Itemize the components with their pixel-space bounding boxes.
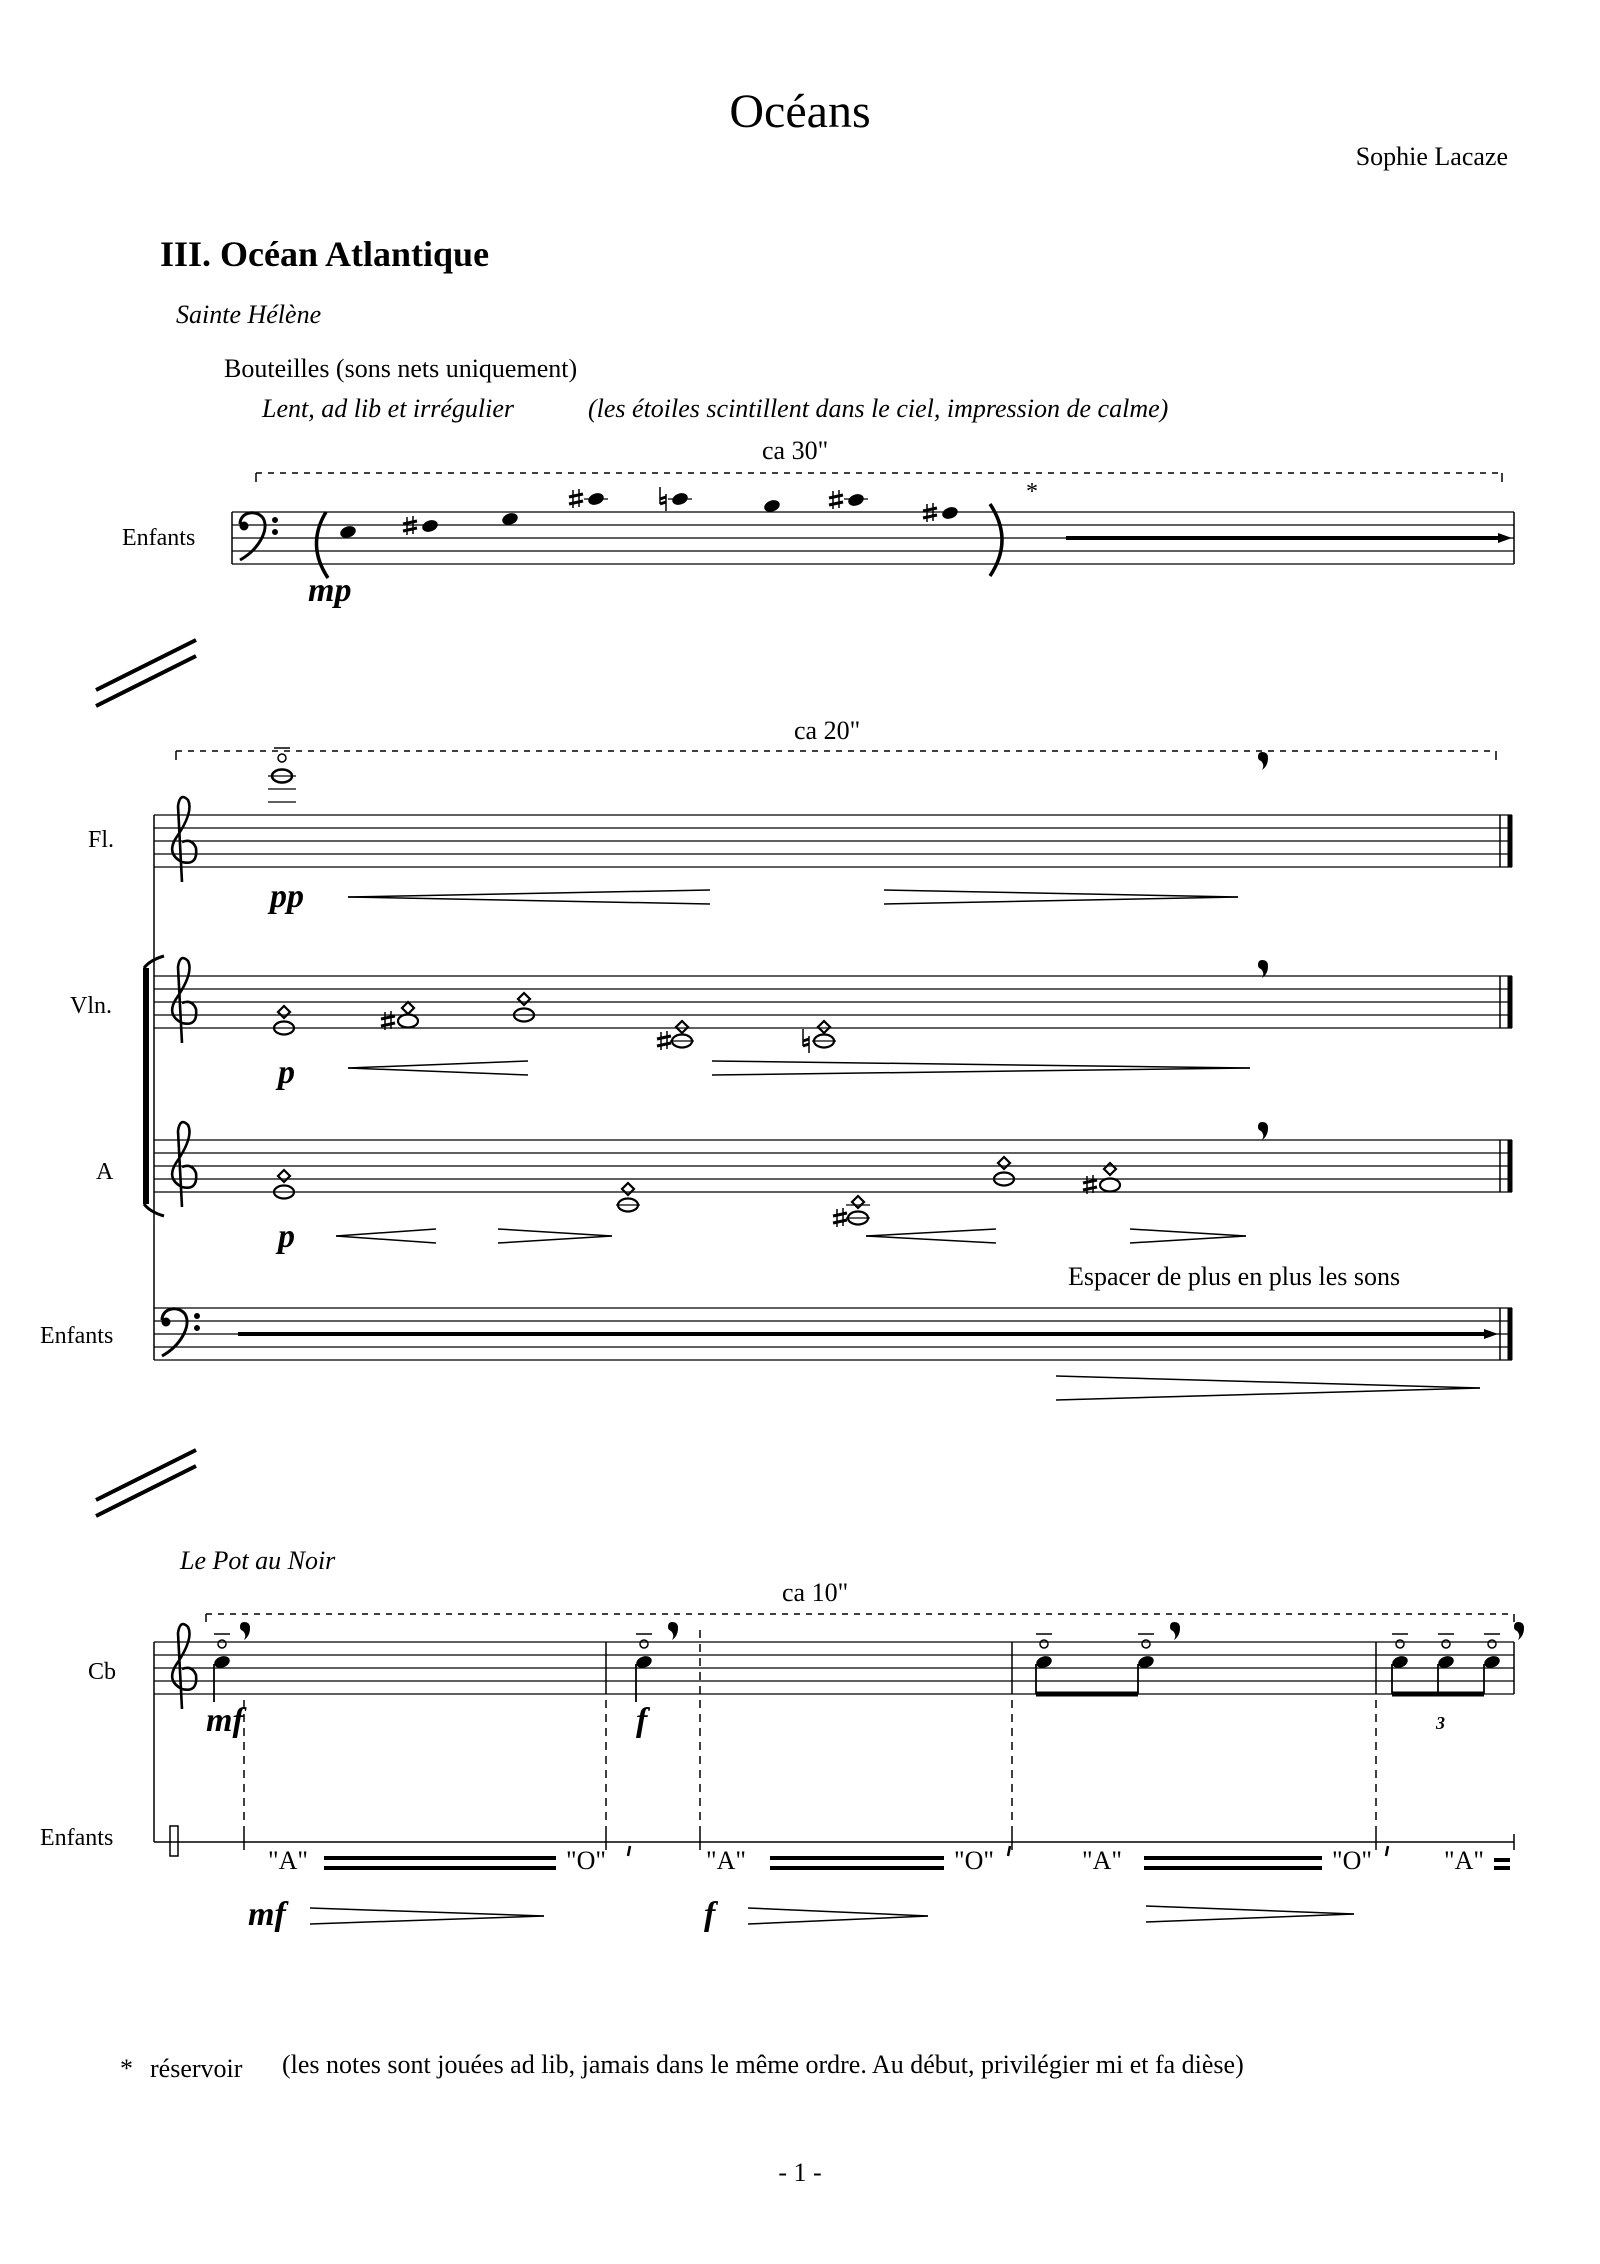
asterisk-mark: * [1026,479,1038,505]
vowel-o-3: "O" [1332,1846,1373,1875]
staff-label-enfants-3: Enfants [40,1825,114,1851]
sync-guides [244,1630,1376,1834]
violin-notes [274,993,834,1048]
dynamic-mf-cb: mf [206,1702,244,1739]
vowel-a-3: "A" [1082,1846,1123,1875]
breath-marks [1258,752,1268,1140]
system-separator-2 [96,1450,196,1516]
vowel-a-2: "A" [706,1846,747,1875]
contrabass-breath-marks [240,1622,1524,1640]
harmonic-marks [214,1634,1500,1648]
staff-label-contrabass: Cb [88,1659,117,1685]
duration-marking-30: ca 30" [762,436,829,465]
section-subtitle-pot-au-noir: Le Pot au Noir [180,1546,336,1575]
violin-accidentals [381,1011,809,1053]
staff-label-flute: Fl. [88,827,115,853]
vowel-a-1: "A" [268,1846,309,1875]
bass-clef-icon [162,1309,200,1356]
percussion-clef-icon [170,1826,178,1856]
flute-hairpins [348,890,1238,904]
bass-clef-icon [240,513,278,560]
staff-label-alto: A [96,1159,114,1185]
staff-alto [154,1140,1512,1192]
page-number: - 1 - [778,2158,822,2187]
dynamic-mp: mp [308,572,352,609]
staff-contrabass [154,1642,1514,1694]
staff-violin [154,976,1512,1028]
alto-hairpins [336,1229,1246,1243]
alto-accidentals [833,1175,1097,1227]
staff-label-violin: Vln. [70,993,112,1019]
system-separator-1 [96,640,196,706]
enfants-hairpins-3 [310,1906,1354,1924]
footnote-marker: * [120,2054,133,2083]
dynamic-p-alto: p [278,1218,295,1255]
tempo-marking: Lent, ad lib et irrégulier [262,394,515,423]
dynamic-pp: pp [270,878,304,915]
dynamic-mf-enfants: mf [248,1896,286,1933]
treble-clef-icon [172,1624,196,1709]
reservoir-open-bracket [316,512,328,578]
staff-label-enfants-2: Enfants [40,1323,114,1349]
instrument-note: Bouteilles (sons nets uniquement) [224,354,578,383]
enfants-decrescendo [1056,1376,1480,1400]
tuplet-number: 3 [1436,1713,1445,1733]
page-title: Océans [729,85,871,138]
dynamic-p-violin: p [278,1054,295,1091]
dynamic-f-cb: f [636,1702,648,1739]
composer-name: Sophie Lacaze [1355,142,1508,171]
footnote-text: (les notes sont jouées ad lib, jamais dans le même ordre. Au début, privilégier mi et fa dièse) [282,2050,1244,2079]
spacing-instruction: Espacer de plus en plus les sons [1068,1262,1401,1291]
duration-marking-20: ca 20" [794,716,861,745]
footnote-term: réservoir [150,2054,243,2083]
vowel-o-2: "O" [954,1846,995,1875]
dynamic-f-enfants: f [704,1896,716,1933]
section-subtitle-sainte-helene: Sainte Hélène [176,300,322,329]
vowel-a-4: "A" [1444,1846,1485,1875]
movement-title: III. Océan Atlantique [160,234,490,274]
expression-marking: (les étoiles scintillent dans le ciel, impression de calme) [588,394,1169,423]
duration-marking-10: ca 10" [782,1578,849,1607]
vowel-sustain-lines [324,1858,1510,1868]
vowel-o-1: "O" [566,1846,607,1875]
reservoir-close-bracket [990,504,1002,576]
alto-notes [274,1157,1120,1225]
violin-hairpins [348,1061,1250,1075]
final-barlines [1500,815,1510,1360]
enfants-breath-ticks [628,1846,1388,1856]
flute-harmonic-note [268,748,296,802]
staff-flute [154,815,1512,867]
staff-label-enfants-1: Enfants [122,525,196,551]
